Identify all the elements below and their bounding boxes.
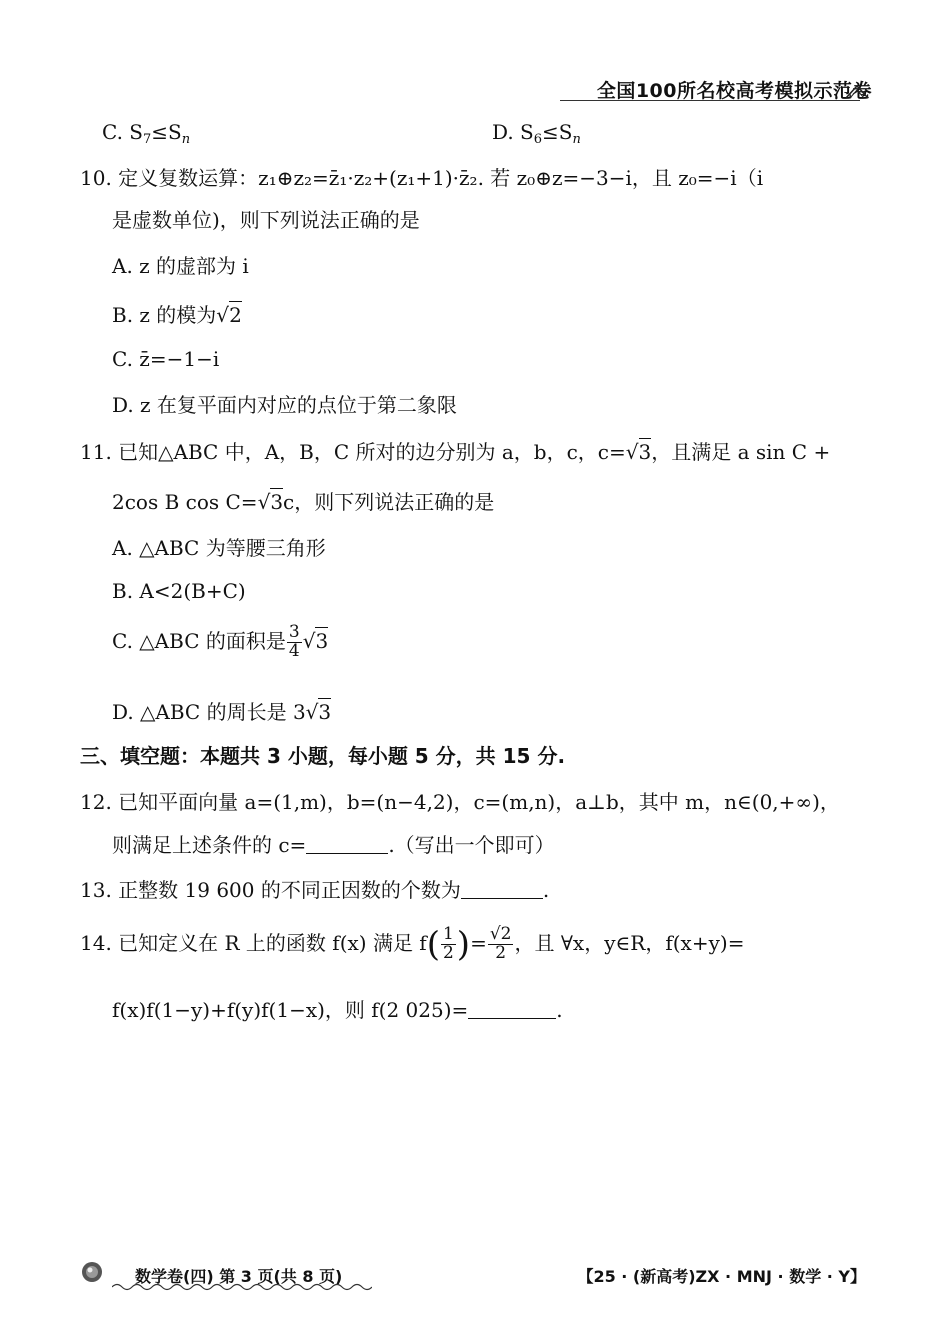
q11-stem-line2: 2cos B cos C=√3c，则下列说法正确的是 [112,490,495,514]
q10-option-a: A. z 的虚部为 i [112,254,249,278]
wave-underline [112,1282,372,1292]
header-title: 全国100所名校高考模拟示范卷 [596,80,872,102]
header-rule [560,100,860,101]
q9-option-d: D. $S_6\le S_n$ [492,120,581,147]
q10-stem-line1: 10. 定义复数运算：z₁⊕z₂=z̄₁·z₂+(z₁+1)·z̄₂. 若 z₀⊕z=−3−i，且 z₀=−i（i [80,166,764,190]
q9-option-c: C. $S_7\le S_n$ [102,120,191,147]
footer-code: 【25 · (新高考)ZX · MNJ · 数学 · Y】 [577,1267,866,1286]
q13-stem: 13. 正整数 19 600 的不同正因数的个数为 . [80,878,550,902]
q13-answer-blank[interactable] [461,880,543,899]
q11-option-b: B. A<2(B+C) [112,579,246,603]
house-icon [844,80,870,102]
q11-option-d: D. △ABC 的周长是 3√3 [112,700,332,724]
q12-stem-line2: 则满足上述条件的 c= .（写出一个即可） [112,833,555,857]
q14-stem-line2: f(x)f(1−y)+f(y)f(1−x)，则 f(2 025)= . [112,998,563,1022]
q14-stem-line1: 14. 已知定义在 R 上的函数 f(x) 满足 f( $\frac{1}{2}$ )= $\frac{√2}{2}$ ，且 ∀x，y∈R，f(x+y)= [80,924,745,965]
q10-option-b: B. z 的模为√2 [112,303,242,327]
q10-option-d: D. z 在复平面内对应的点位于第二象限 [112,393,457,417]
q11-option-a: A. △ABC 为等腰三角形 [112,536,326,560]
q10-stem-line2: 是虚数单位)，则下列说法正确的是 [112,208,420,232]
q10-option-c: C. z̄=−1−i [112,347,220,371]
q12-stem-line1: 12. 已知平面向量 a=(1,m)，b=(n−4,2)，c=(m,n)，a⊥b，其中 m，n∈(0,+∞)， [80,790,840,814]
section-3-title: 三、填空题：本题共 3 小题，每小题 5 分，共 15 分. [80,744,566,768]
disc-icon [80,1260,104,1284]
footer-page-info: 数学卷(四) 第 3 页(共 8 页) [135,1267,343,1286]
q14-answer-blank[interactable] [468,1000,556,1019]
q12-answer-blank[interactable] [306,835,388,854]
q11-option-c: C. △ABC 的面积是 $\frac{3}{4}$ √3 [112,622,329,661]
q11-stem-line1: 11. 已知△ABC 中，A，B，C 所对的边分别为 a，b，c，c=√3，且满足 a sin C + [80,440,831,464]
